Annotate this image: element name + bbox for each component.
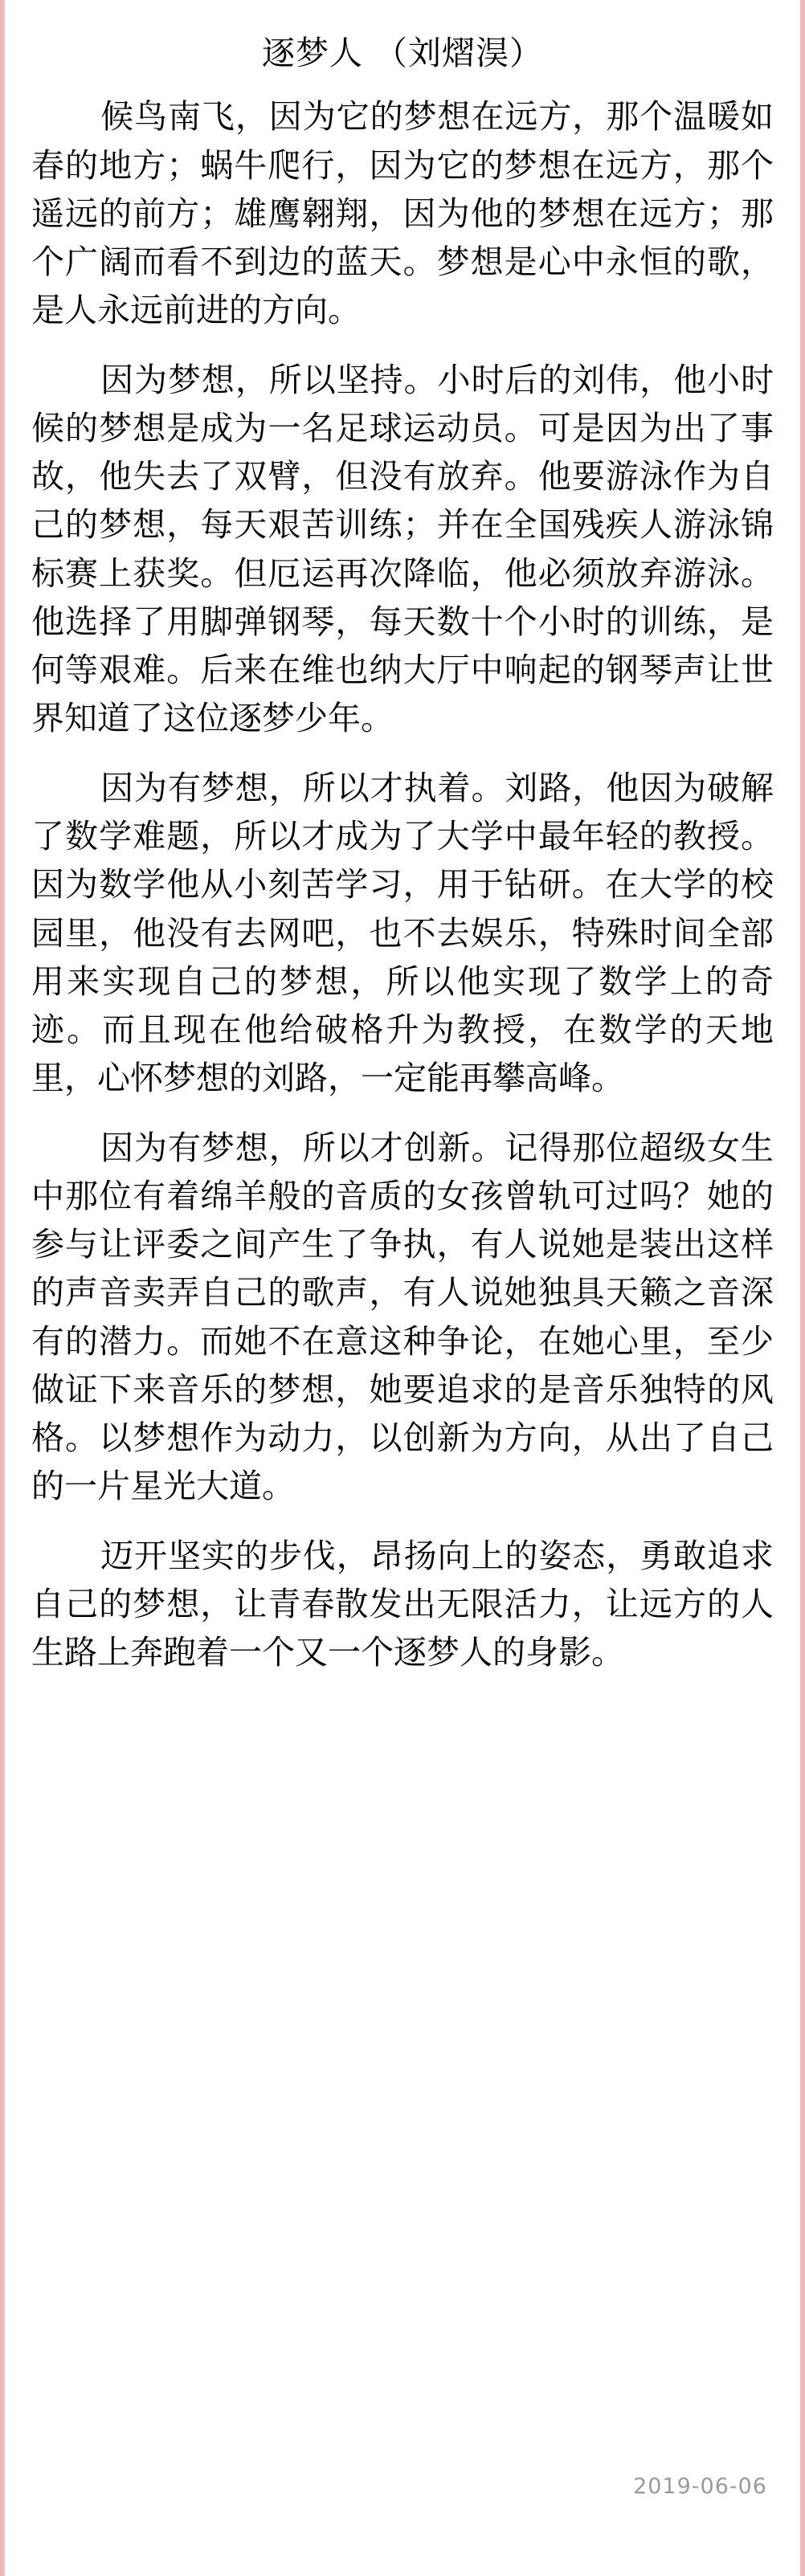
page-left-border: [2, 0, 5, 2576]
document-date: 2019-06-06: [633, 2474, 767, 2499]
title-author: （刘熠淏）: [374, 34, 543, 72]
paragraph-1: 候鸟南飞，因为它的梦想在远方，那个温暖如春的地方；蜗牛爬行，因为它的梦想在远方，那个遥远的前方；雄鹰翱翔，因为他的梦想在远方；那个广阔而看不到边的蓝天。梦想是心中永恒的歌，是人永远前进的方向。: [31, 97, 774, 330]
page-title: [31, 32, 774, 75]
paragraph-5: 迈开坚实的步伐，昂扬向上的姿态，勇敢追求自己的梦想，让青春散发出无限活力，让远方的人生路上奔跑着一个又一个逐梦人的身影。: [31, 1536, 774, 1672]
paragraph-2: 因为梦想，所以坚持。小时后的刘伟，他小时候的梦想是成为一名足球运动员。可是因为出了事故，他失去了双臂，但没有放弃。他要游泳作为自己的梦想，每天艰苦训练；并在全国残疾人游泳锦标赛上获奖。但厄运再次降临，他必须放弃游泳。他选择了用脚弹钢琴，每天数十个小时的训练，是何等艰难。后来在维也纳大厅中响起的钢琴声让世界知道了这位逐梦少年。: [31, 360, 774, 738]
page-right-border: [800, 0, 803, 2576]
paragraph-3: 因为有梦想，所以才执着。刘路，他因为破解了数学难题，所以才成为了大学中最年轻的教授。因为数学他从小刻苦学习，用于钻研。在大学的校园里，他没有去网吧，也不去娱乐，特殊时间全部用来实现自己的梦想，所以他实现了数学上的奇迹。而且现在他给破格升为教授，在数学的天地里，心怀梦想的刘路，一定能再攀高峰。: [31, 768, 774, 1098]
title-text: 逐梦人: [262, 34, 363, 72]
paragraph-4: 因为有梦想，所以才创新。记得那位超级女生中那位有着绵羊般的音质的女孩曾轨可过吗？她的参与让评委之间产生了争执，有人说她是装出这样的声音卖弄自己的歌声，有人说她独具天籁之音深有的潜力。而她不在意这种争论，在她心里，至少做证下来音乐的梦想，她要追求的是音乐独特的风格。以梦想作为动力，以创新为方向，从出了自己的一片星光大道。: [31, 1128, 774, 1506]
